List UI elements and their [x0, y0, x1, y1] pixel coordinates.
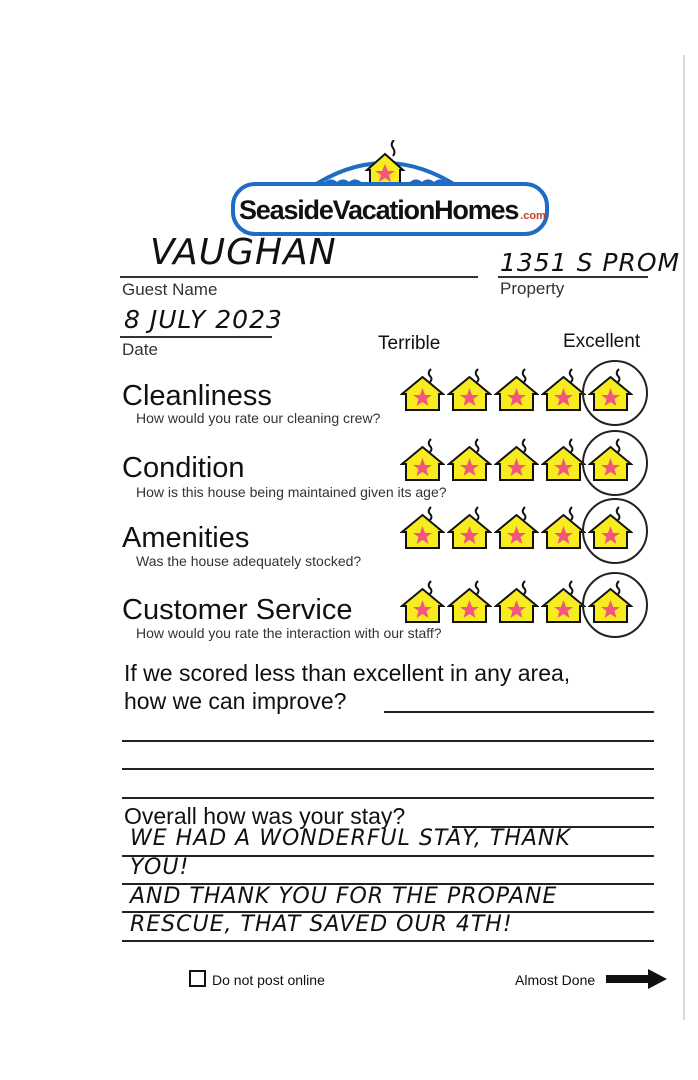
improve-answer-line[interactable]: [122, 797, 654, 799]
overall-answer-text: AND THANK YOU FOR THE PROPANE: [130, 884, 558, 909]
guest-name-line: [120, 276, 478, 278]
house-star-icon[interactable]: [541, 506, 586, 550]
guest-name-value: VAUGHAN: [150, 232, 337, 273]
overall-answer-text: YOU!: [130, 855, 190, 880]
overall-answer-line[interactable]: [122, 940, 654, 942]
improve-question-line1: If we scored less than excellent in any area,: [124, 660, 571, 686]
guest-name-label: Guest Name: [122, 280, 218, 299]
house-star-icon[interactable]: [541, 438, 586, 482]
rating-row-condition: [0, 428, 698, 498]
improve-answer-line[interactable]: [384, 711, 654, 713]
house-star-icon[interactable]: [494, 580, 539, 624]
improve-question-line2: how we can improve?: [124, 688, 347, 714]
rating-row-cleanliness: [0, 358, 698, 428]
brand-logo: [225, 140, 550, 240]
overall-question: Overall how was your stay?: [124, 803, 406, 829]
rating-row-customer-service: [0, 570, 698, 642]
date-line: [120, 336, 272, 338]
category-title: Condition: [122, 452, 245, 484]
improve-answer-line[interactable]: [122, 768, 654, 770]
category-question: How would you rate our cleaning crew?: [136, 410, 381, 426]
category-title: Customer Service: [122, 594, 353, 626]
do-not-post-label: Do not post online: [212, 972, 325, 988]
house-star-icon[interactable]: [447, 506, 492, 550]
date-value: 8 JULY 2023: [124, 305, 283, 334]
scale-low-label: Terrible: [378, 333, 441, 354]
category-question: Was the house adequately stocked?: [136, 553, 362, 569]
house-star-icon[interactable]: [541, 368, 586, 412]
arrow-right-icon: [606, 968, 668, 990]
do-not-post-checkbox[interactable]: [189, 970, 206, 987]
selected-rating-circle: [582, 360, 648, 426]
property-label: Property: [500, 279, 565, 298]
house-star-icon[interactable]: [541, 580, 586, 624]
overall-answer-text: WE HAD A WONDERFUL STAY, THANK: [130, 826, 571, 851]
category-title: Cleanliness: [122, 380, 272, 412]
house-star-icon[interactable]: [400, 438, 445, 482]
house-star-icon[interactable]: [447, 368, 492, 412]
page-edge: [683, 55, 685, 1020]
category-question: How would you rate the interaction with our staff?: [136, 625, 442, 641]
house-star-icon[interactable]: [494, 506, 539, 550]
house-star-icon[interactable]: [494, 368, 539, 412]
category-question: How is this house being maintained given its age?: [136, 484, 447, 500]
house-star-icon[interactable]: [447, 438, 492, 482]
overall-answer-line[interactable]: [122, 855, 654, 857]
house-star-icon[interactable]: [400, 506, 445, 550]
house-star-icon[interactable]: [494, 438, 539, 482]
almost-done-label: Almost Done: [515, 972, 596, 988]
property-line: [498, 276, 648, 278]
category-title: Amenities: [122, 522, 250, 554]
selected-rating-circle: [582, 498, 648, 564]
overall-answer-text: RESCUE, THAT SAVED OUR 4TH!: [130, 912, 513, 937]
selected-rating-circle: [582, 572, 648, 638]
logo-text: SeasideVacationHomes .com: [239, 195, 546, 225]
house-star-icon[interactable]: [447, 580, 492, 624]
house-star-icon[interactable]: [400, 580, 445, 624]
date-label: Date: [122, 340, 158, 359]
selected-rating-circle: [582, 430, 648, 496]
house-star-icon[interactable]: [400, 368, 445, 412]
rating-row-amenities: [0, 496, 698, 569]
scale-high-label: Excellent: [563, 331, 641, 352]
property-value: 1351 S PROM: [500, 248, 681, 277]
improve-answer-line[interactable]: [122, 740, 654, 742]
